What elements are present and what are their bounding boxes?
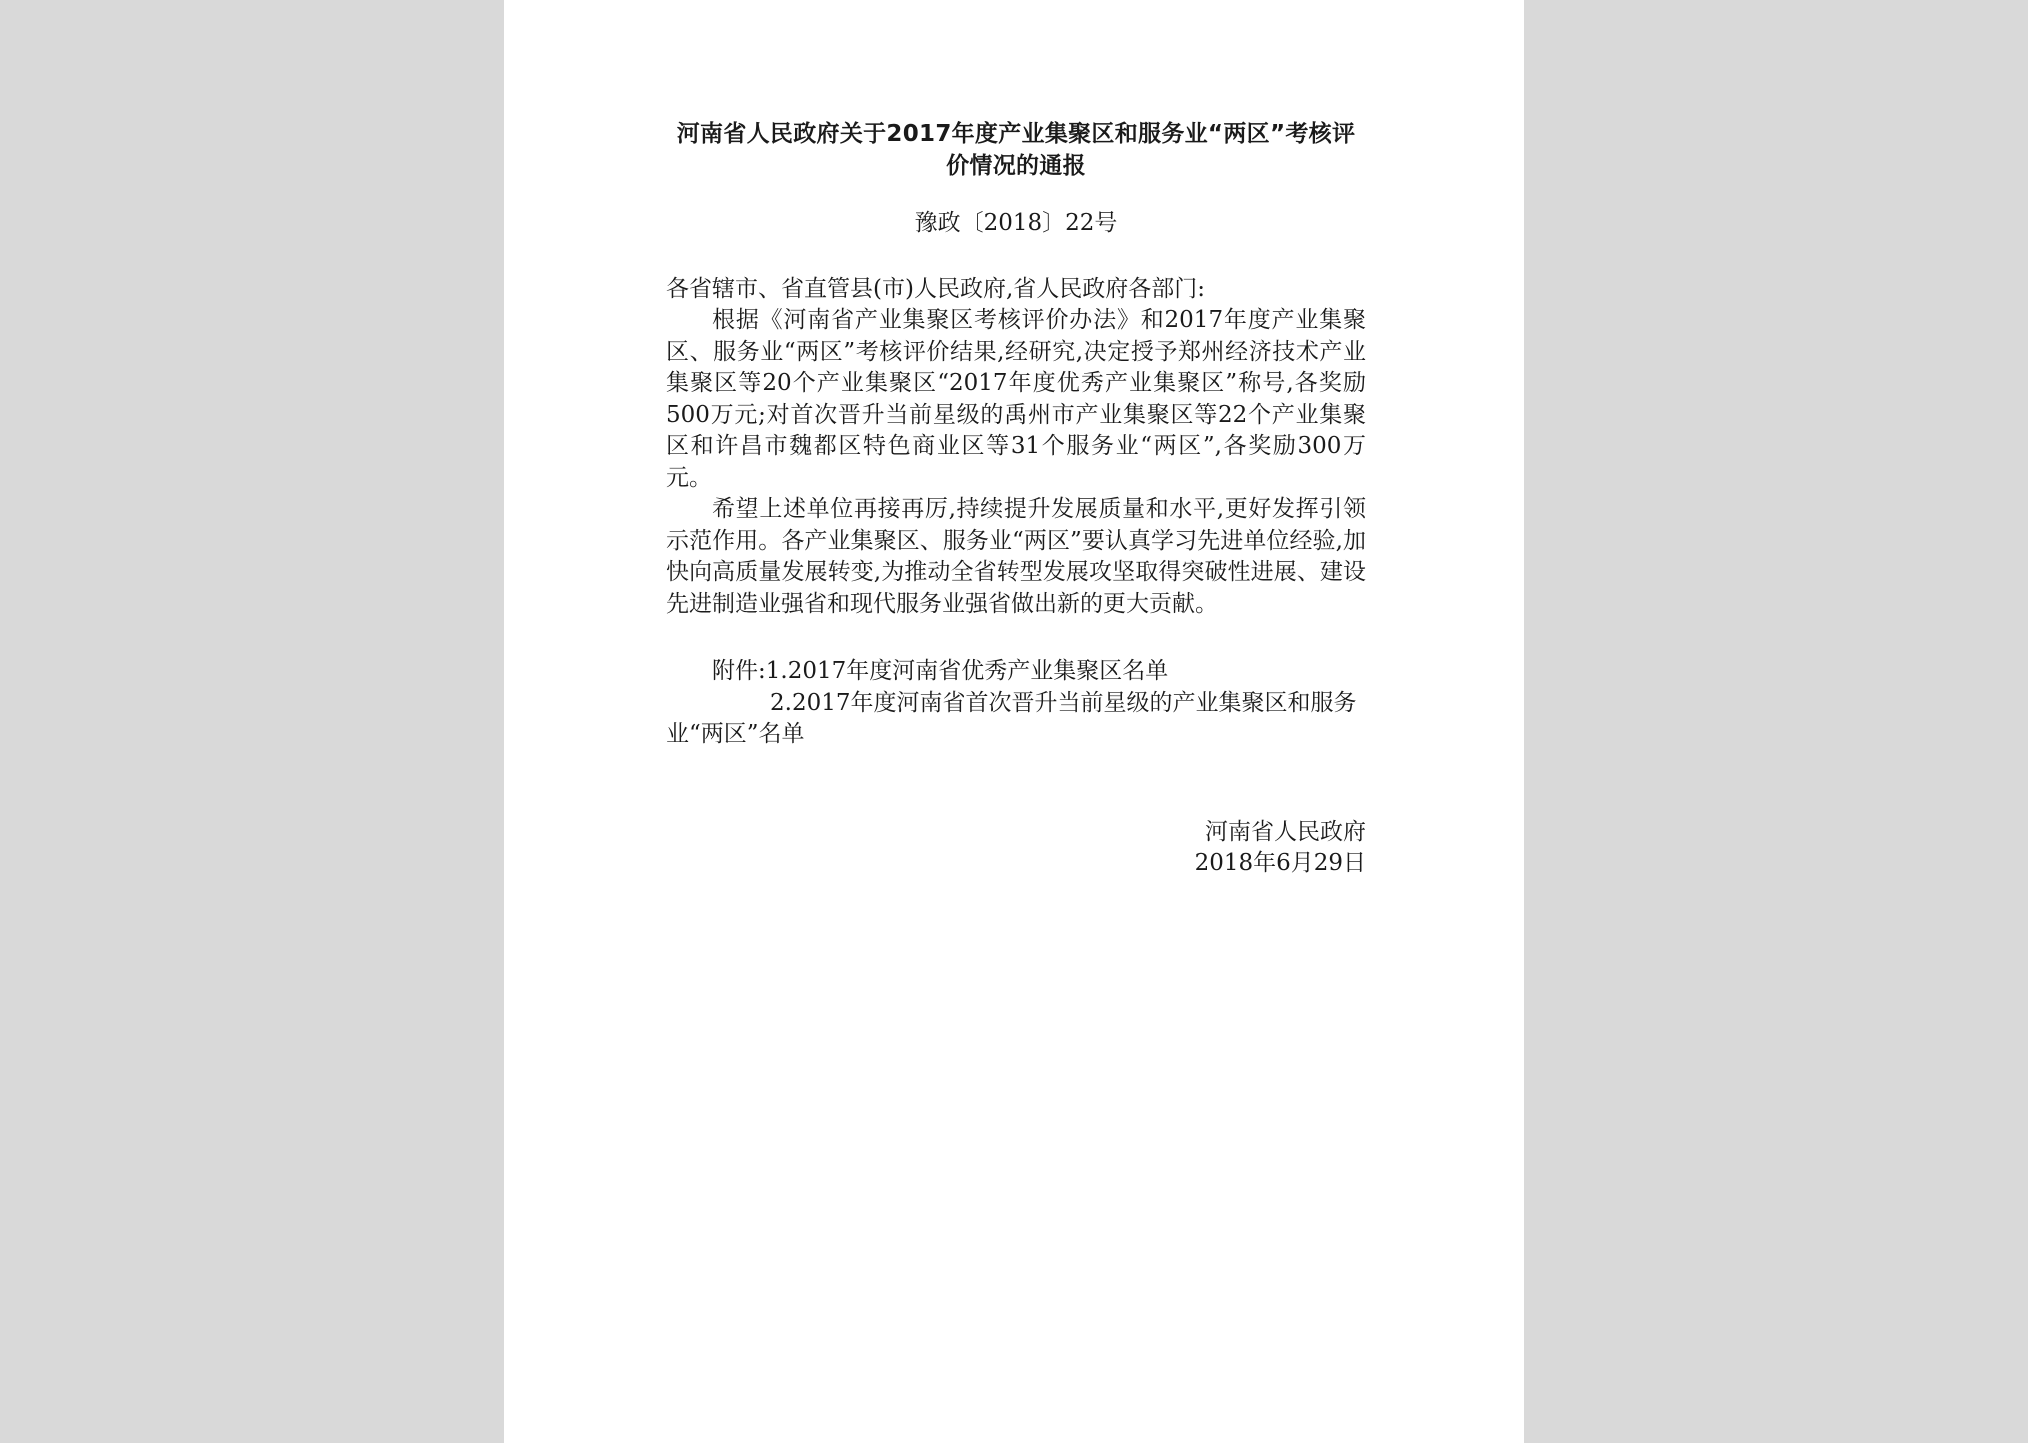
body-paragraph: 根据《河南省产业集聚区考核评价办法》和2017年度产业集聚区、服务业“两区”考核评价结果,经研究,决定授予郑州经济技术产业集聚区等20个产业集聚区“2017年度优秀产业集聚区”称号,各奖励500万元;对首次晋升当前星级的禹州市产业集聚区等22个产业集聚区和许昌市魏都区特色商业区等31个服务业“两区”,各奖励300万元。: [666, 307, 1366, 491]
attachment-item: 2.2017年度河南省首次晋升当前星级的产业集聚区和服务业“两区”名单: [666, 689, 1357, 747]
document-title: 河南省人民政府关于2017年度产业集聚区和服务业“两区”考核评价情况的通报: [676, 121, 1356, 179]
issuer-name: 河南省人民政府: [1205, 818, 1366, 845]
addressee: 各省辖市、省直管县(市)人民政府,省人民政府各部门:: [666, 275, 1206, 302]
body-paragraph: 希望上述单位再接再厉,持续提升发展质量和水平,更好发挥引领示范作用。各产业集聚区、服务业“两区”要认真学习先进单位经验,加快向高质量发展转变,为推动全省转型发展攻坚取得突破性进展、建设先进制造业强省和现代服务业强省做出新的更大贡献。: [666, 496, 1366, 617]
signature-block: [666, 817, 1366, 880]
document-page: [504, 0, 1524, 1443]
attachment-item: 附件:1.2017年度河南省优秀产业集聚区名单: [712, 658, 1169, 684]
issue-date: 2018年6月29日: [1194, 850, 1366, 876]
document-number: 豫政〔2018〕22号: [914, 210, 1118, 236]
attachments-list: [666, 656, 1366, 751]
document-body: [666, 118, 1366, 880]
